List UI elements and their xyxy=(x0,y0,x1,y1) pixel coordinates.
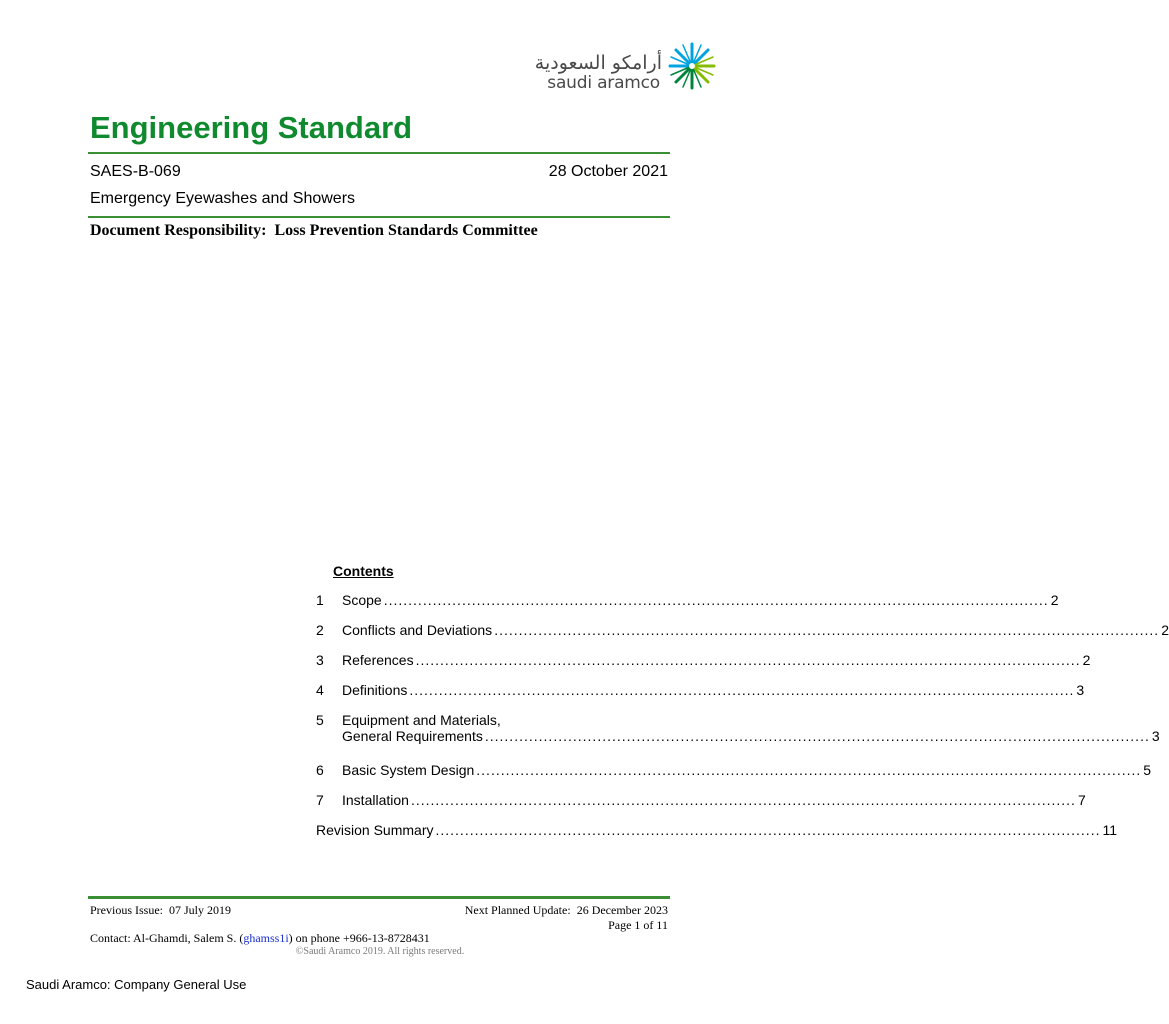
toc-page: 3 xyxy=(1151,728,1160,744)
toc-leader xyxy=(435,822,1100,838)
toc-entry-references[interactable] xyxy=(316,652,1091,682)
toc-leader xyxy=(494,622,1159,638)
toc-leader xyxy=(416,652,1081,668)
toc-page: 3 xyxy=(1076,682,1085,698)
standard-title: Emergency Eyewashes and Showers xyxy=(90,190,356,207)
toc-page: 11 xyxy=(1102,822,1118,838)
toc-page: 2 xyxy=(1050,592,1059,608)
contact-id-link[interactable]: ghamss1i xyxy=(243,931,289,945)
saudi-aramco-logo-icon xyxy=(666,40,718,92)
toc-entry-installation[interactable] xyxy=(316,792,1086,822)
previous-issue-label: Previous Issue: xyxy=(90,903,163,917)
logo-latin-text: saudi aramco xyxy=(547,73,660,93)
toc-page: 5 xyxy=(1143,762,1152,778)
footer-rule xyxy=(88,896,670,899)
toc-entry-revision-summary[interactable] xyxy=(316,822,1118,852)
page-info: Page 1 of 11 xyxy=(608,918,668,932)
next-update-date: 26 December 2023 xyxy=(576,903,668,917)
next-update-label: Next Planned Update: xyxy=(464,903,571,917)
toc-title: Basic System Design xyxy=(342,762,475,778)
contents-heading: Contents xyxy=(333,563,394,579)
toc-leader xyxy=(411,792,1076,808)
toc-title-line1: Equipment and Materials, xyxy=(342,712,501,728)
toc-page: 2 xyxy=(1161,622,1169,638)
document-type-title: Engineering Standard xyxy=(90,110,413,145)
copyright-notice: ©Saudi Aramco 2019. All rights reserved. xyxy=(295,946,465,957)
contact-suffix: ) on phone +966-13-8728431 xyxy=(288,931,430,945)
table-of-contents xyxy=(316,592,1169,852)
toc-title: References xyxy=(342,652,414,668)
toc-leader xyxy=(485,728,1150,744)
previous-issue xyxy=(90,903,231,918)
document-responsibility xyxy=(90,222,538,240)
next-planned-update xyxy=(380,903,668,918)
standard-date: 28 October 2021 xyxy=(548,163,668,180)
header-bottom-rule xyxy=(88,216,670,218)
toc-title: Definitions xyxy=(342,682,408,698)
toc-title: Installation xyxy=(342,792,409,808)
toc-entry-conflicts[interactable] xyxy=(316,622,1169,652)
toc-number: 4 xyxy=(316,682,324,698)
responsibility-value: Loss Prevention Standards Committee xyxy=(274,222,538,239)
toc-number: 1 xyxy=(316,592,324,608)
toc-title: Revision Summary xyxy=(316,822,434,838)
logo-arabic-text: أرامكو السعودية xyxy=(534,52,662,74)
toc-page: 7 xyxy=(1077,792,1086,808)
toc-entry-scope[interactable] xyxy=(316,592,1059,622)
contact-prefix: Contact: Al-Ghamdi, Salem S. ( xyxy=(90,931,244,945)
toc-entry-equipment[interactable] xyxy=(316,712,1160,762)
toc-number: 3 xyxy=(316,652,324,668)
toc-leader xyxy=(409,682,1074,698)
standard-number: SAES-B-069 xyxy=(90,163,181,180)
toc-leader xyxy=(476,762,1141,778)
toc-number: 5 xyxy=(316,712,324,728)
toc-number: 7 xyxy=(316,792,324,808)
responsibility-label: Document Responsibility: xyxy=(90,222,267,239)
toc-title: Conflicts and Deviations xyxy=(342,622,493,638)
previous-issue-date: 07 July 2019 xyxy=(169,903,232,917)
toc-title-line2: General Requirements xyxy=(342,728,483,744)
toc-number: 2 xyxy=(316,622,324,638)
toc-page: 2 xyxy=(1082,652,1091,668)
header-top-rule xyxy=(88,152,670,154)
toc-leader xyxy=(384,592,1049,608)
toc-number: 6 xyxy=(316,762,324,778)
toc-title: Scope xyxy=(342,592,382,608)
classification-label: Saudi Aramco: Company General Use xyxy=(26,977,247,992)
contact-info xyxy=(90,931,430,946)
toc-entry-definitions[interactable] xyxy=(316,682,1085,712)
toc-entry-system-design[interactable] xyxy=(316,762,1152,792)
